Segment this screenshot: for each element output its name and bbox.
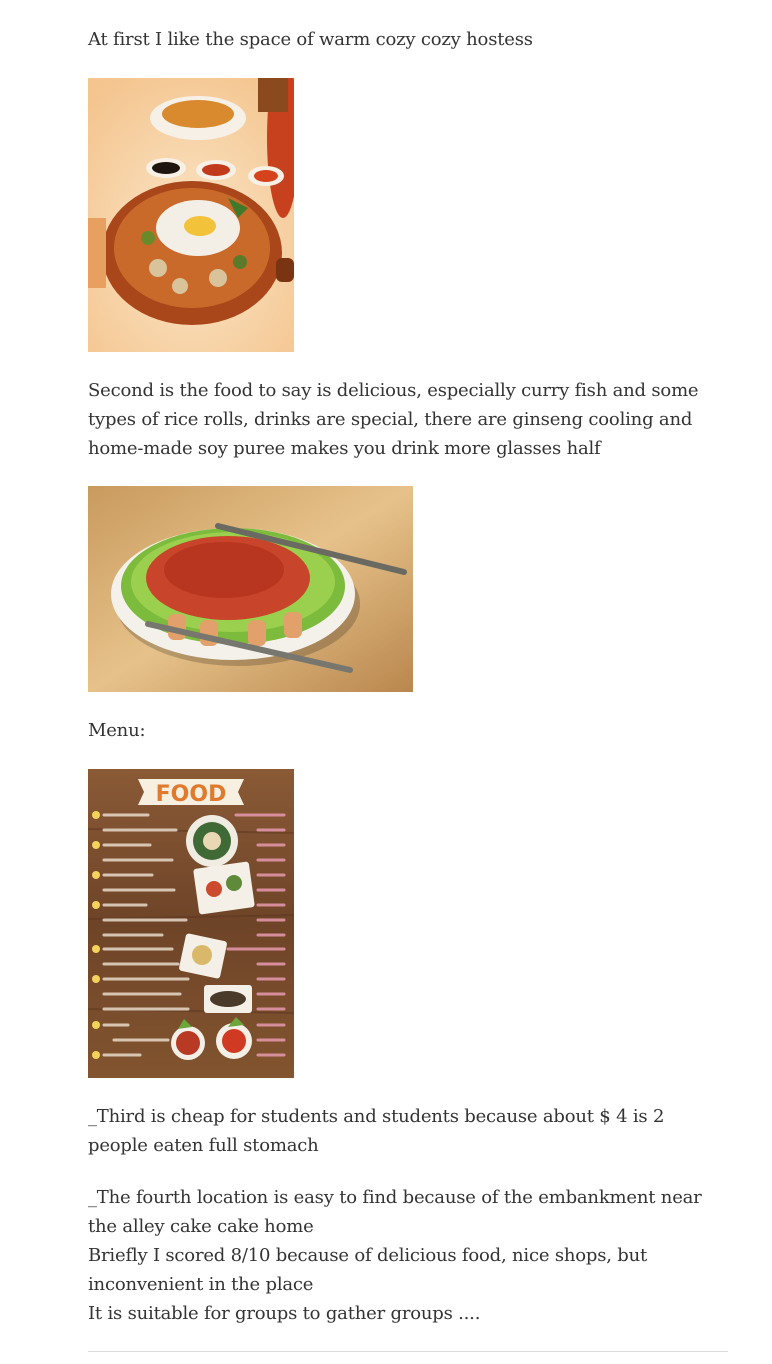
paragraph-food: Second is the food to say is delicious, especially curry fish and some types of rice rolls, drinks are special, there are ginseng cooling and home-made soy puree makes you drink more glasses half xyxy=(88,380,699,459)
location-line: _The fourth location is easy to find because of the embankment near the alley cake cake home xyxy=(88,1187,702,1237)
paragraph-price: _Third is cheap for students and students because about $ 4 is 2 people eaten full stomach xyxy=(88,1106,665,1156)
group-line: It is suitable for groups to gather groups .... xyxy=(88,1303,481,1324)
hotpot-photo xyxy=(88,78,294,352)
menu-image-title: FOOD xyxy=(155,782,227,807)
paragraph-location-summary xyxy=(88,1183,728,1328)
paragraph-ambience: At first I like the space of warm cozy cozy hostess xyxy=(88,29,533,50)
paragraph-menu-label: Menu: xyxy=(88,720,146,741)
content-divider xyxy=(88,1351,728,1352)
spaghetti-photo xyxy=(88,486,413,692)
food-menu-photo xyxy=(88,769,294,1078)
score-line: Briefly I scored 8/10 because of delicious food, nice shops, but inconvenient in the place xyxy=(88,1245,648,1295)
